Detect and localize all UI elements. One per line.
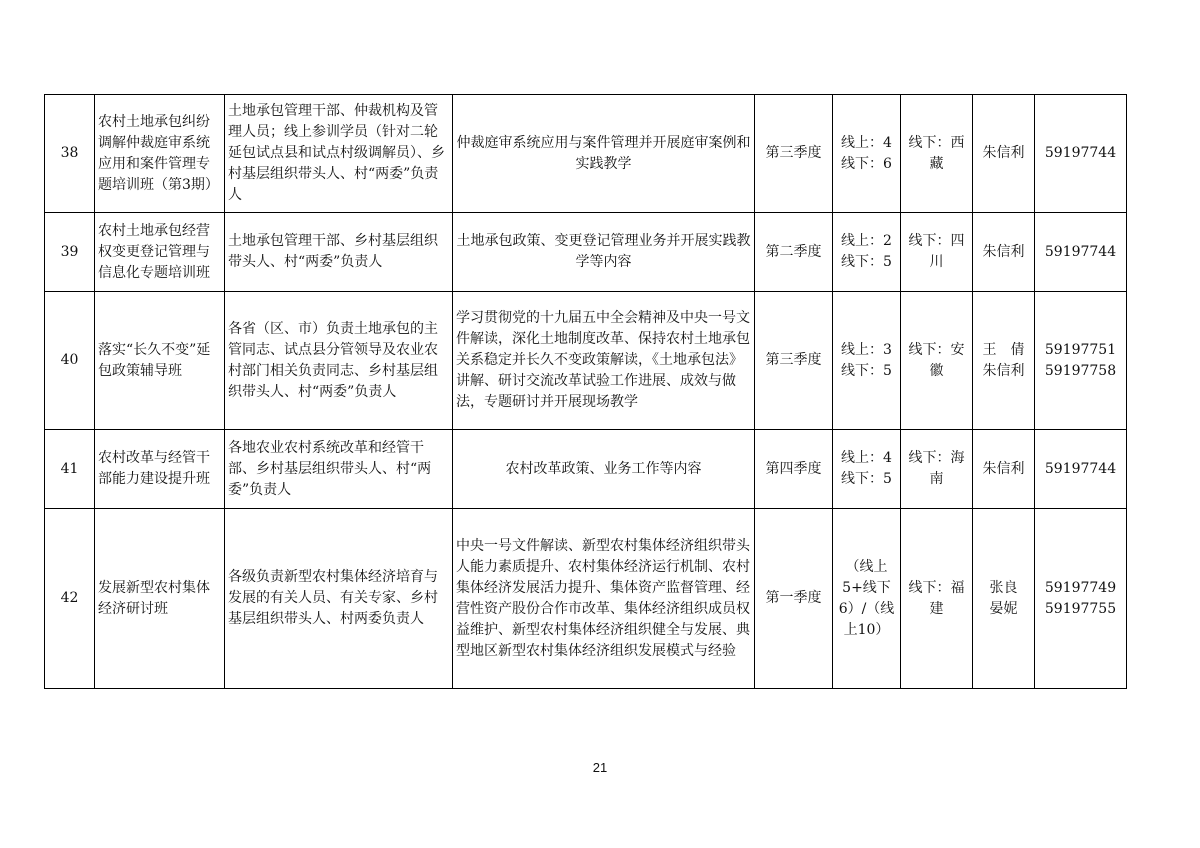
page-number: 21 <box>592 760 608 775</box>
row-number: 42 <box>45 509 95 689</box>
training-content: 仲裁庭审系统应用与案件管理并开展庭审案例和实践教学 <box>453 95 755 213</box>
contact-person <box>973 292 1035 430</box>
target-participants: 土地承包管理干部、仲裁机构及管理人员；线上参训学员（针对二轮延包试点县和试点村级调解员）、乡村基层组织带头人、村“两委”负责人 <box>225 95 453 213</box>
mode-line: 线下：6 <box>841 155 892 172</box>
mode-line: （线上5+线下6）/（线上10） <box>838 558 895 638</box>
mode-line: 线上：4 <box>841 134 892 151</box>
mode-line: 线下：5 <box>841 254 892 270</box>
table-row <box>45 213 1127 292</box>
contact-person <box>973 95 1035 213</box>
row-number: 38 <box>45 95 95 213</box>
table-row <box>45 509 1127 689</box>
contact-name: 张良 <box>989 579 1018 596</box>
course-name: 发展新型农村集体经济研讨班 <box>95 509 225 689</box>
contact-person <box>973 509 1035 689</box>
table-row <box>45 95 1127 213</box>
mode-line: 线上：3 <box>841 341 892 358</box>
contact-phone <box>1035 95 1127 213</box>
phone-number: 59197744 <box>1044 145 1117 161</box>
contact-phone <box>1035 509 1127 689</box>
course-name: 农村改革与经管干部能力建设提升班 <box>95 430 225 509</box>
table-row <box>45 430 1127 509</box>
training-season: 第三季度 <box>755 292 833 430</box>
training-place: 线下：西藏 <box>901 95 973 213</box>
phone-number: 59197749 <box>1044 579 1117 596</box>
phone-number: 59197744 <box>1044 243 1117 260</box>
contact-phone <box>1035 430 1127 509</box>
training-content: 土地承包政策、变更登记管理业务并开展实践教学等内容 <box>453 213 755 292</box>
phone-number: 59197744 <box>1044 460 1117 477</box>
contact-name: 朱信利 <box>982 362 1025 379</box>
mode-line: 线下：5 <box>841 362 892 379</box>
training-content: 农村改革政策、业务工作等内容 <box>453 430 755 509</box>
mode-line: 线下：5 <box>841 471 892 487</box>
training-season: 第三季度 <box>755 95 833 213</box>
training-mode <box>833 95 901 213</box>
course-name: 落实“长久不变”延包政策辅导班 <box>95 292 225 430</box>
contact-person <box>973 430 1035 509</box>
contact-name: 朱信利 <box>982 460 1025 477</box>
training-plan-table <box>44 94 1127 689</box>
target-participants: 各省（区、市）负责土地承包的主管同志、试点县分管领导及农业农村部门相关负责同志、乡村基层组织带头人、村“两委”负责人 <box>225 292 453 430</box>
mode-line: 线上：2 <box>841 233 892 249</box>
contact-phone <box>1035 292 1127 430</box>
training-place: 线下：福建 <box>901 509 973 689</box>
training-mode <box>833 430 901 509</box>
row-number: 39 <box>45 213 95 292</box>
contact-person <box>973 213 1035 292</box>
contact-name: 朱信利 <box>982 243 1025 260</box>
contact-phone <box>1035 213 1127 292</box>
training-mode <box>833 509 901 689</box>
target-participants: 土地承包管理干部、乡村基层组织带头人、村“两委”负责人 <box>225 213 453 292</box>
contact-name: 朱信利 <box>982 145 1025 161</box>
phone-number: 59197755 <box>1044 600 1117 617</box>
training-place: 线下：四川 <box>901 213 973 292</box>
training-season: 第一季度 <box>755 509 833 689</box>
training-season: 第二季度 <box>755 213 833 292</box>
training-mode <box>833 213 901 292</box>
training-place: 线下：安徽 <box>901 292 973 430</box>
training-mode <box>833 292 901 430</box>
phone-number: 59197758 <box>1044 362 1117 379</box>
training-content: 学习贯彻党的十九届五中全会精神及中央一号文件解读，深化土地制度改革、保持农村土地承包关系稳定并长久不变政策解读，《土地承包法》讲解、研讨交流改革试验工作进展、成效与做法，专题研讨并开展现场教学 <box>453 292 755 430</box>
contact-name: 王 倩 <box>982 341 1025 358</box>
training-season: 第四季度 <box>755 430 833 509</box>
training-content: 中央一号文件解读、新型农村集体经济组织带头人能力素质提升、农村集体经济运行机制、农村集体经济发展活力提升、集体资产监督管理、经营性资产股份合作市改革、集体经济组织成员权益维护、新型农村集体经济组织健全与发展、典型地区新型农村集体经济组织发展模式与经验 <box>453 509 755 689</box>
training-place: 线下：海南 <box>901 430 973 509</box>
mode-line: 线上：4 <box>841 450 892 466</box>
contact-name: 晏妮 <box>989 600 1018 617</box>
row-number: 40 <box>45 292 95 430</box>
course-name: 农村土地承包经营权变更登记管理与信息化专题培训班 <box>95 213 225 292</box>
target-participants: 各级负责新型农村集体经济培育与发展的有关人员、有关专家、乡村基层组织带头人、村两委负责人 <box>225 509 453 689</box>
target-participants: 各地农业农村系统改革和经管干部、乡村基层组织带头人、村“两委”负责人 <box>225 430 453 509</box>
phone-number: 59197751 <box>1044 341 1117 358</box>
course-name: 农村土地承包纠纷调解仲裁庭审系统应用和案件管理专题培训班（第3期） <box>95 95 225 213</box>
row-number: 41 <box>45 430 95 509</box>
table-row <box>45 292 1127 430</box>
